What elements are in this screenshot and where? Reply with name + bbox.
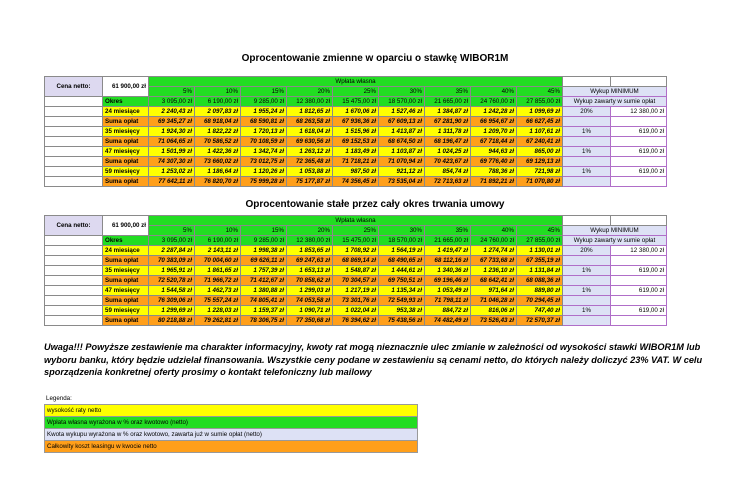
spacer-cell [45, 316, 103, 326]
table-cell: 1 053,49 zł [425, 286, 471, 296]
table-cell: 1 998,38 zł [241, 246, 287, 256]
row-label: 47 miesięcy [103, 147, 149, 157]
table-cell: 79 262,81 zł [195, 316, 241, 326]
table-cell: 71 892,21 zł [471, 177, 517, 187]
row-label: 35 miesięcy [103, 266, 149, 276]
table-row [45, 177, 667, 187]
table-cell: 73 535,04 zł [379, 177, 425, 187]
wykup-percent: 1% [563, 306, 611, 316]
table-cell: 1 419,47 zł [425, 246, 471, 256]
table-cell: 77 350,68 zł [287, 316, 333, 326]
wykup-value: 619,00 zł [611, 147, 667, 157]
legend [44, 394, 418, 453]
table-cell: 72 549,93 zł [379, 296, 425, 306]
table-cell: 75 557,24 zł [195, 296, 241, 306]
table-cell: 18 570,00 zł [379, 97, 425, 107]
table-cell: 68 112,16 zł [425, 256, 471, 266]
row-label: Okres [103, 97, 149, 107]
table-cell: 889,80 zł [517, 286, 563, 296]
table-cell: 788,36 zł [471, 167, 517, 177]
wykup-percent: 1% [563, 147, 611, 157]
spacer-cell [45, 296, 103, 306]
table-cell: 1 444,61 zł [379, 266, 425, 276]
table-row [45, 276, 667, 286]
table-cell: 1 299,69 zł [149, 306, 195, 316]
row-label: Suma opłat [103, 177, 149, 187]
table-cell: 1 965,91 zł [149, 266, 195, 276]
table-cell: 73 526,43 zł [471, 316, 517, 326]
row-label: Okres [103, 236, 149, 246]
table-row [45, 117, 667, 127]
wykup-percent [563, 157, 611, 167]
wykup-value: 12 380,00 zł [611, 107, 667, 117]
table-cell: 1 217,19 zł [333, 286, 379, 296]
row-label: Suma opłat [103, 276, 149, 286]
wplata-wlasna-header: Wpłata własna [149, 77, 563, 87]
wykup-value [611, 117, 667, 127]
wykup-percent [563, 316, 611, 326]
table-cell: 71 064,65 zł [149, 137, 195, 147]
table-cell: 1 263,12 zł [287, 147, 333, 157]
wykup-value: 619,00 zł [611, 286, 667, 296]
row-label: 59 miesięcy [103, 306, 149, 316]
wykup-percent: 20% [563, 246, 611, 256]
row-label: Suma opłat [103, 296, 149, 306]
table-row [45, 316, 667, 326]
spacer-cell [563, 216, 611, 226]
table-cell: 70 858,62 zł [287, 276, 333, 286]
table-cell: 73 660,02 zł [195, 157, 241, 167]
table-cell: 1 720,13 zł [241, 127, 287, 137]
table-cell: 1 186,64 zł [195, 167, 241, 177]
table-cell: 953,38 zł [379, 306, 425, 316]
row-label: 47 miesięcy [103, 286, 149, 296]
table-cell: 1 340,36 zł [425, 266, 471, 276]
table-cell: 69 196,46 zł [425, 276, 471, 286]
wykup-value: 619,00 zł [611, 167, 667, 177]
spacer-cell [45, 117, 103, 127]
table-cell: 1 384,87 zł [425, 107, 471, 117]
table-cell: 68 490,65 zł [379, 256, 425, 266]
table-cell: 70 586,52 zł [195, 137, 241, 147]
table-cell: 1 812,65 zł [287, 107, 333, 117]
wykup-value: 619,00 zł [611, 306, 667, 316]
table-cell: 1 135,34 zł [379, 286, 425, 296]
table-cell: 1 090,71 zł [287, 306, 333, 316]
wykup-percent: 1% [563, 266, 611, 276]
wykup-value [611, 256, 667, 266]
percent-header: 40% [471, 87, 517, 97]
percent-header: 30% [379, 87, 425, 97]
wykup-percent: 1% [563, 286, 611, 296]
wykup-percent: 20% [563, 107, 611, 117]
cena-netto-label: Cena netto: [45, 77, 103, 97]
table-cell: 69 630,56 zł [287, 137, 333, 147]
table-row [45, 107, 667, 117]
table-cell: 68 088,36 zł [517, 276, 563, 286]
table-cell: 68 196,47 zł [425, 137, 471, 147]
table-row [45, 236, 667, 246]
table-cell: 69 247,63 zł [287, 256, 333, 266]
spacer-cell [45, 306, 103, 316]
row-label: Suma opłat [103, 137, 149, 147]
table-row [45, 147, 667, 157]
table-cell: 1 053,88 zł [287, 167, 333, 177]
spacer-cell [45, 266, 103, 276]
table-row [45, 167, 667, 177]
legend-item-wykup: Kwota wykupu wyrażona w % oraz kwotowo, zawarta już w sumie opłat (netto) [44, 429, 418, 441]
table-cell: 884,72 zł [425, 306, 471, 316]
percent-header: 10% [195, 226, 241, 236]
table-cell: 721,98 zł [517, 167, 563, 177]
table-cell: 76 820,70 zł [195, 177, 241, 187]
table-cell: 71 412,67 zł [241, 276, 287, 286]
table-cell: 68 869,14 zł [333, 256, 379, 266]
table-cell: 2 240,43 zł [149, 107, 195, 117]
spacer-cell [45, 147, 103, 157]
table-cell: 6 190,00 zł [195, 236, 241, 246]
table-cell: 1 342,74 zł [241, 147, 287, 157]
table-cell: 1 274,74 zł [471, 246, 517, 256]
table-row [45, 97, 667, 107]
percent-header: 35% [425, 87, 471, 97]
table-cell: 70 108,59 zł [241, 137, 287, 147]
percent-header: 40% [471, 226, 517, 236]
table-cell: 71 966,72 zł [195, 276, 241, 286]
wykup-percent [563, 177, 611, 187]
spacer-cell [45, 127, 103, 137]
table-cell: 74 805,41 zł [241, 296, 287, 306]
table-cell: 1 236,10 zł [471, 266, 517, 276]
table-cell: 1 242,28 zł [471, 107, 517, 117]
table-cell: 854,74 zł [425, 167, 471, 177]
table-cell: 865,00 zł [517, 147, 563, 157]
spacer-cell [45, 276, 103, 286]
table-row [45, 296, 667, 306]
table-row [45, 286, 667, 296]
table-cell: 71 070,94 zł [379, 157, 425, 167]
wykup-value: 619,00 zł [611, 266, 667, 276]
wykup-minimum-header: Wykup MINIMUM [563, 226, 667, 236]
section2-title: Oprocentowanie stałe przez cały okres trwania umowy [245, 199, 505, 210]
table-cell: 69 776,40 zł [471, 157, 517, 167]
wykup-value [611, 137, 667, 147]
percent-header: 45% [517, 87, 563, 97]
table-cell: 747,40 zł [517, 306, 563, 316]
table-cell: 66 627,45 zł [517, 117, 563, 127]
table-cell: 1 024,25 zł [425, 147, 471, 157]
table-cell: 18 570,00 zł [379, 236, 425, 246]
spacer-cell [611, 216, 667, 226]
spacer-cell [45, 157, 103, 167]
table-cell: 1 670,06 zł [333, 107, 379, 117]
row-label: Suma opłat [103, 316, 149, 326]
table-cell: 75 999,28 zł [241, 177, 287, 187]
table-cell: 68 674,50 zł [379, 137, 425, 147]
table-cell: 1 253,02 zł [149, 167, 195, 177]
table-cell: 1 380,88 zł [241, 286, 287, 296]
table-row [45, 157, 667, 167]
percent-header: 25% [333, 87, 379, 97]
table-cell: 2 143,11 zł [195, 246, 241, 256]
table-row [45, 246, 667, 256]
wykup-value: 12 380,00 zł [611, 246, 667, 256]
table-cell: 1 022,04 zł [333, 306, 379, 316]
percent-header: 15% [241, 226, 287, 236]
wykup-value [611, 177, 667, 187]
table-cell: 1 159,37 zł [241, 306, 287, 316]
table-cell: 24 760,00 zł [471, 236, 517, 246]
table-cell: 971,64 zł [471, 286, 517, 296]
table-cell: 68 590,81 zł [241, 117, 287, 127]
table-cell: 70 423,67 zł [425, 157, 471, 167]
table-cell: 1 103,87 zł [379, 147, 425, 157]
table-cell: 1 209,70 zł [471, 127, 517, 137]
table-row [45, 137, 667, 147]
table-cell: 1 299,03 zł [287, 286, 333, 296]
wykup-note: Wykup zawarty w sumie opłat [563, 97, 667, 107]
table-cell: 12 380,00 zł [287, 236, 333, 246]
table-cell: 69 750,51 zł [379, 276, 425, 286]
table-cell: 70 383,09 zł [149, 256, 195, 266]
table-cell: 72 520,78 zł [149, 276, 195, 286]
table-cell: 816,06 zł [471, 306, 517, 316]
table-cell: 1 120,26 zł [241, 167, 287, 177]
wykup-percent: 1% [563, 127, 611, 137]
wykup-percent [563, 256, 611, 266]
table-cell: 74 307,30 zł [149, 157, 195, 167]
percent-header: 20% [287, 87, 333, 97]
table-cell: 9 285,00 zł [241, 236, 287, 246]
table-cell: 67 718,44 zł [471, 137, 517, 147]
spacer-cell [45, 286, 103, 296]
table-cell: 69 345,27 zł [149, 117, 195, 127]
table-cell: 77 642,11 zł [149, 177, 195, 187]
table-cell: 74 482,49 zł [425, 316, 471, 326]
table-cell: 944,63 zł [471, 147, 517, 157]
wykup-percent [563, 296, 611, 306]
spacer-cell [45, 137, 103, 147]
table-cell: 27 855,00 zł [517, 236, 563, 246]
table-cell: 67 281,90 zł [425, 117, 471, 127]
table-cell: 68 642,41 zł [471, 276, 517, 286]
table-cell: 921,12 zł [379, 167, 425, 177]
table-cell: 9 285,00 zł [241, 97, 287, 107]
table-cell: 27 855,00 zł [517, 97, 563, 107]
table-cell: 3 095,00 zł [149, 97, 195, 107]
table-cell: 1 183,49 zł [333, 147, 379, 157]
table-cell: 1 527,46 zł [379, 107, 425, 117]
table-cell: 24 760,00 zł [471, 97, 517, 107]
spacer-cell [45, 97, 103, 107]
table-cell: 68 918,04 zł [195, 117, 241, 127]
spacer-cell [611, 77, 667, 87]
table-cell: 71 798,11 zł [425, 296, 471, 306]
wykup-percent [563, 137, 611, 147]
table-cell: 1 515,96 zł [333, 127, 379, 137]
table-cell: 1 422,36 zł [195, 147, 241, 157]
cena-netto-value: 61 900,00 zł [103, 216, 149, 236]
table-cell: 1 544,58 zł [149, 286, 195, 296]
percent-header: 25% [333, 226, 379, 236]
wykup-minimum-header: Wykup MINIMUM [563, 87, 667, 97]
wykup-percent: 1% [563, 167, 611, 177]
percent-header: 20% [287, 226, 333, 236]
table-row [45, 266, 667, 276]
table-cell: 72 713,63 zł [425, 177, 471, 187]
legend-title: Legenda: [46, 395, 72, 402]
row-label: Suma opłat [103, 256, 149, 266]
percent-header: 35% [425, 226, 471, 236]
wplata-wlasna-header: Wpłata własna [149, 216, 563, 226]
table-cell: 67 936,36 zł [333, 117, 379, 127]
table-cell: 72 570,37 zł [517, 316, 563, 326]
legend-item-koszt: Całkowity koszt leasingu w kwocie netto [44, 441, 418, 453]
wykup-value [611, 157, 667, 167]
percent-header: 10% [195, 87, 241, 97]
percent-header: 5% [149, 226, 195, 236]
leasing-table-variable [44, 76, 667, 187]
table-cell: 1 924,30 zł [149, 127, 195, 137]
table-cell: 1 311,78 zł [425, 127, 471, 137]
table-cell: 1 131,84 zł [517, 266, 563, 276]
wykup-value [611, 296, 667, 306]
table-row [45, 256, 667, 266]
table-cell: 76 309,06 zł [149, 296, 195, 306]
table-cell: 1 107,61 zł [517, 127, 563, 137]
table-cell: 1 548,87 zł [333, 266, 379, 276]
table-cell: 80 218,88 zł [149, 316, 195, 326]
row-label: 59 miesięcy [103, 167, 149, 177]
table-cell: 1 564,19 zł [379, 246, 425, 256]
table-row [45, 127, 667, 137]
table-cell: 67 240,41 zł [517, 137, 563, 147]
table-cell: 70 004,60 zł [195, 256, 241, 266]
spacer-cell [45, 177, 103, 187]
table-cell: 1 462,73 zł [195, 286, 241, 296]
table-cell: 1 618,04 zł [287, 127, 333, 137]
table-cell: 1 757,39 zł [241, 266, 287, 276]
spacer-cell [45, 246, 103, 256]
table-cell: 73 301,76 zł [333, 296, 379, 306]
table-cell: 74 053,58 zł [287, 296, 333, 306]
table-cell: 1 708,92 zł [333, 246, 379, 256]
table-cell: 1 228,03 zł [195, 306, 241, 316]
row-label: 24 miesiące [103, 246, 149, 256]
table-cell: 1 822,22 zł [195, 127, 241, 137]
table-cell: 74 356,45 zł [333, 177, 379, 187]
percent-header: 15% [241, 87, 287, 97]
row-label: 24 miesiące [103, 107, 149, 117]
table-cell: 1 130,01 zł [517, 246, 563, 256]
table-cell: 67 355,19 zł [517, 256, 563, 266]
row-label: Suma opłat [103, 117, 149, 127]
table-cell: 76 394,62 zł [333, 316, 379, 326]
table-cell: 3 095,00 zł [149, 236, 195, 246]
table-cell: 69 152,53 zł [333, 137, 379, 147]
table-cell: 70 294,45 zł [517, 296, 563, 306]
wykup-value: 619,00 zł [611, 127, 667, 137]
row-label: 35 miesięcy [103, 127, 149, 137]
table-cell: 71 070,80 zł [517, 177, 563, 187]
table-cell: 70 304,57 zł [333, 276, 379, 286]
table-cell: 21 665,00 zł [425, 97, 471, 107]
percent-header: 45% [517, 226, 563, 236]
table-cell: 6 190,00 zł [195, 97, 241, 107]
table-cell: 1 955,24 zł [241, 107, 287, 117]
wykup-percent [563, 276, 611, 286]
legend-item-rata: wysokość raty netto [44, 404, 418, 417]
table-cell: 67 609,13 zł [379, 117, 425, 127]
table-cell: 1 099,69 zł [517, 107, 563, 117]
table-cell: 1 861,65 zł [195, 266, 241, 276]
spacer-cell [45, 236, 103, 246]
percent-header: 30% [379, 226, 425, 236]
legend-item-wplata: Wpłata własna wyrażona w % oraz kwotowo (netto) [44, 417, 418, 429]
table-cell: 2 287,84 zł [149, 246, 195, 256]
cena-netto-label: Cena netto: [45, 216, 103, 236]
section1-title: Oprocentowanie zmienne w oparciu o stawkę WIBOR1M [241, 53, 509, 64]
table-cell: 21 665,00 zł [425, 236, 471, 246]
wykup-percent [563, 117, 611, 127]
table-cell: 1 413,87 zł [379, 127, 425, 137]
wykup-value [611, 316, 667, 326]
wykup-value [611, 276, 667, 286]
spacer-cell [45, 256, 103, 266]
table-cell: 71 718,21 zł [333, 157, 379, 167]
table-cell: 15 475,00 zł [333, 97, 379, 107]
leasing-table-fixed [44, 215, 667, 326]
table-cell: 75 177,87 zł [287, 177, 333, 187]
table-cell: 69 626,11 zł [241, 256, 287, 266]
table-cell: 1 653,13 zł [287, 266, 333, 276]
table-cell: 78 306,75 zł [241, 316, 287, 326]
table-cell: 73 012,75 zł [241, 157, 287, 167]
table-cell: 67 733,68 zł [471, 256, 517, 266]
percent-header: 5% [149, 87, 195, 97]
table-cell: 1 853,65 zł [287, 246, 333, 256]
table-cell: 68 263,58 zł [287, 117, 333, 127]
notice-text: Uwaga!!! Powyższe zestawienie ma charakter informacyjny, kwoty rat mogą nieznacznie ulec zmianie w zależności od wysokości stawki WIBOR1M lub wyboru banku, który będzie udzielał finansowania. Wszystkie ceny podane w zestawieniu są cenami netto, do których należy doliczyć 23% VAT. W celu sporządzenia konkretnej oferty prosimy o kontakt telefoniczny lub mailowy [44, 342, 703, 377]
row-label: Suma opłat [103, 157, 149, 167]
spacer-cell [563, 77, 611, 87]
table-cell: 71 046,28 zł [471, 296, 517, 306]
table-cell: 66 954,67 zł [471, 117, 517, 127]
cena-netto-value: 61 900,00 zł [103, 77, 149, 97]
wykup-note: Wykup zawarty w sumie opłat [563, 236, 667, 246]
table-cell: 75 438,56 zł [379, 316, 425, 326]
table-cell: 12 380,00 zł [287, 97, 333, 107]
spacer-cell [45, 107, 103, 117]
table-row [45, 306, 667, 316]
table-cell: 1 501,99 zł [149, 147, 195, 157]
table-cell: 69 129,13 zł [517, 157, 563, 167]
table-cell: 72 365,48 zł [287, 157, 333, 167]
table-cell: 15 475,00 zł [333, 236, 379, 246]
table-cell: 2 097,83 zł [195, 107, 241, 117]
table-cell: 987,50 zł [333, 167, 379, 177]
spacer-cell [45, 167, 103, 177]
